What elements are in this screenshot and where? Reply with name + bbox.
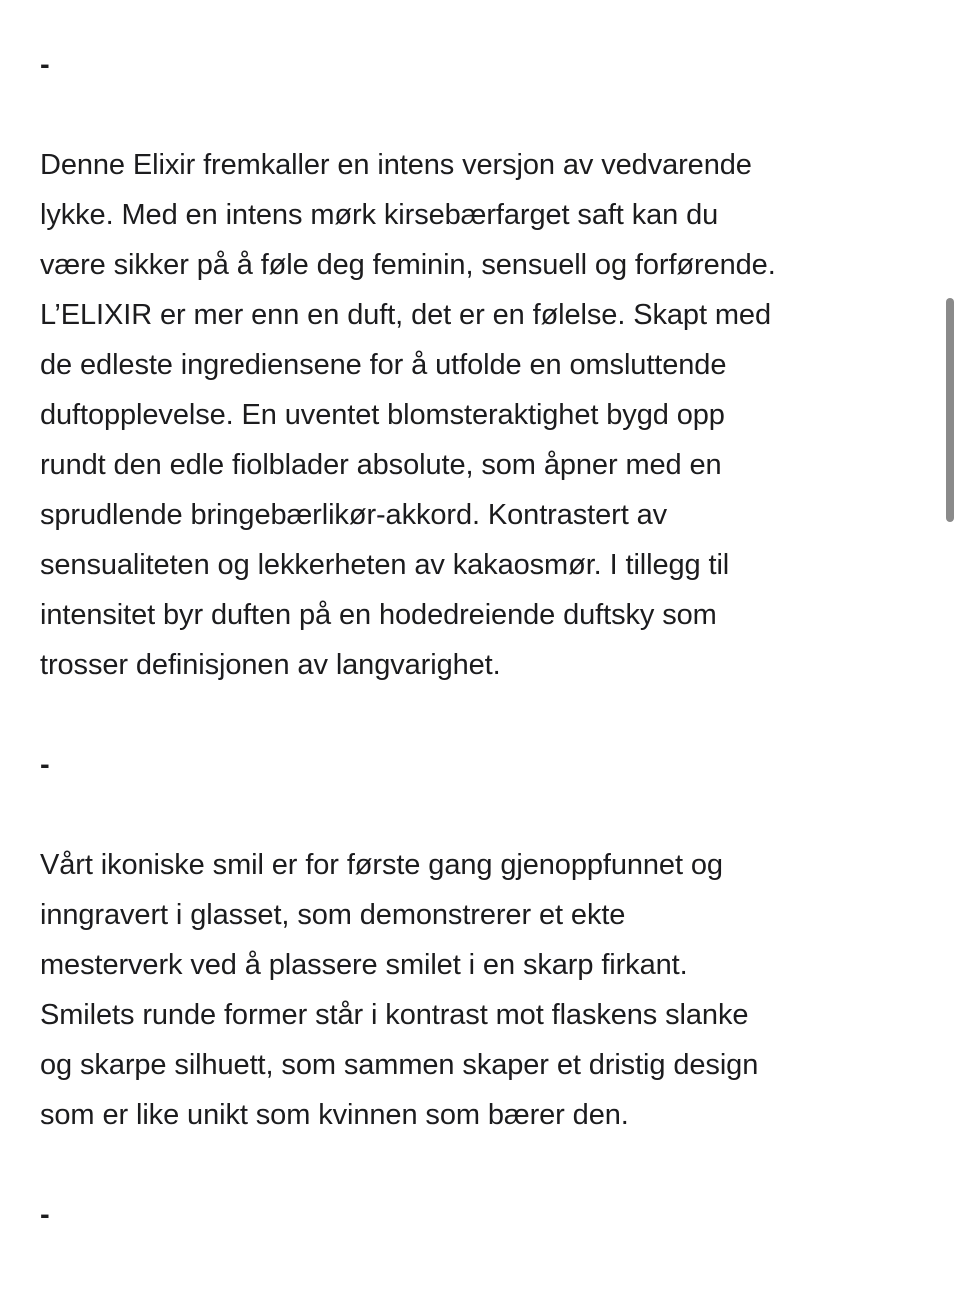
fragrance-description-paragraph <box>40 140 942 690</box>
text-line: og skarpe silhuett, som sammen skaper et dristig design <box>40 1049 759 1081</box>
text-line: mesterverk ved å plassere smilet i en skarp firkant. <box>40 949 688 981</box>
scrollbar-thumb[interactable] <box>946 298 954 522</box>
dash-divider-bottom <box>40 1190 942 1240</box>
dash-divider-top <box>40 40 942 90</box>
text-line: som er like unikt som kvinnen som bærer den. <box>40 1099 629 1131</box>
text-line: lykke. Med en intens mørk kirsebærfarget saft kan du <box>40 199 719 231</box>
text-line: L’ELIXIR er mer enn en duft, det er en følelse. Skapt med <box>40 299 771 331</box>
text-line: duftopplevelse. En uventet blomsteraktighet bygd opp <box>40 399 725 431</box>
dash-text: - <box>40 1199 50 1231</box>
dash-text: - <box>40 49 50 81</box>
text-line: intensitet byr duften på en hodedreiende duftsky som <box>40 599 717 631</box>
text-line: de edleste ingrediensene for å utfolde en omsluttende <box>40 349 727 381</box>
text-line: være sikker på å føle deg feminin, sensuell og forførende. <box>40 249 776 281</box>
dash-text: - <box>40 749 50 781</box>
text-line: sensualiteten og lekkerheten av kakaosmør. I tillegg til <box>40 549 730 581</box>
dash-divider-middle <box>40 740 942 790</box>
text-line: sprudlende bringebærlikør-akkord. Kontrastert av <box>40 499 668 531</box>
text-line: Smilets runde former står i kontrast mot flaskens slanke <box>40 999 749 1031</box>
text-line: trosser definisjonen av langvarighet. <box>40 649 501 681</box>
text-line: rundt den edle fiolblader absolute, som åpner med en <box>40 449 722 481</box>
bottle-design-paragraph <box>40 840 942 1140</box>
text-line: Denne Elixir fremkaller en intens versjon av vedvarende <box>40 149 752 181</box>
text-line: inngravert i glasset, som demonstrerer et ekte <box>40 899 626 931</box>
text-line: Vårt ikoniske smil er for første gang gjenoppfunnet og <box>40 849 723 881</box>
